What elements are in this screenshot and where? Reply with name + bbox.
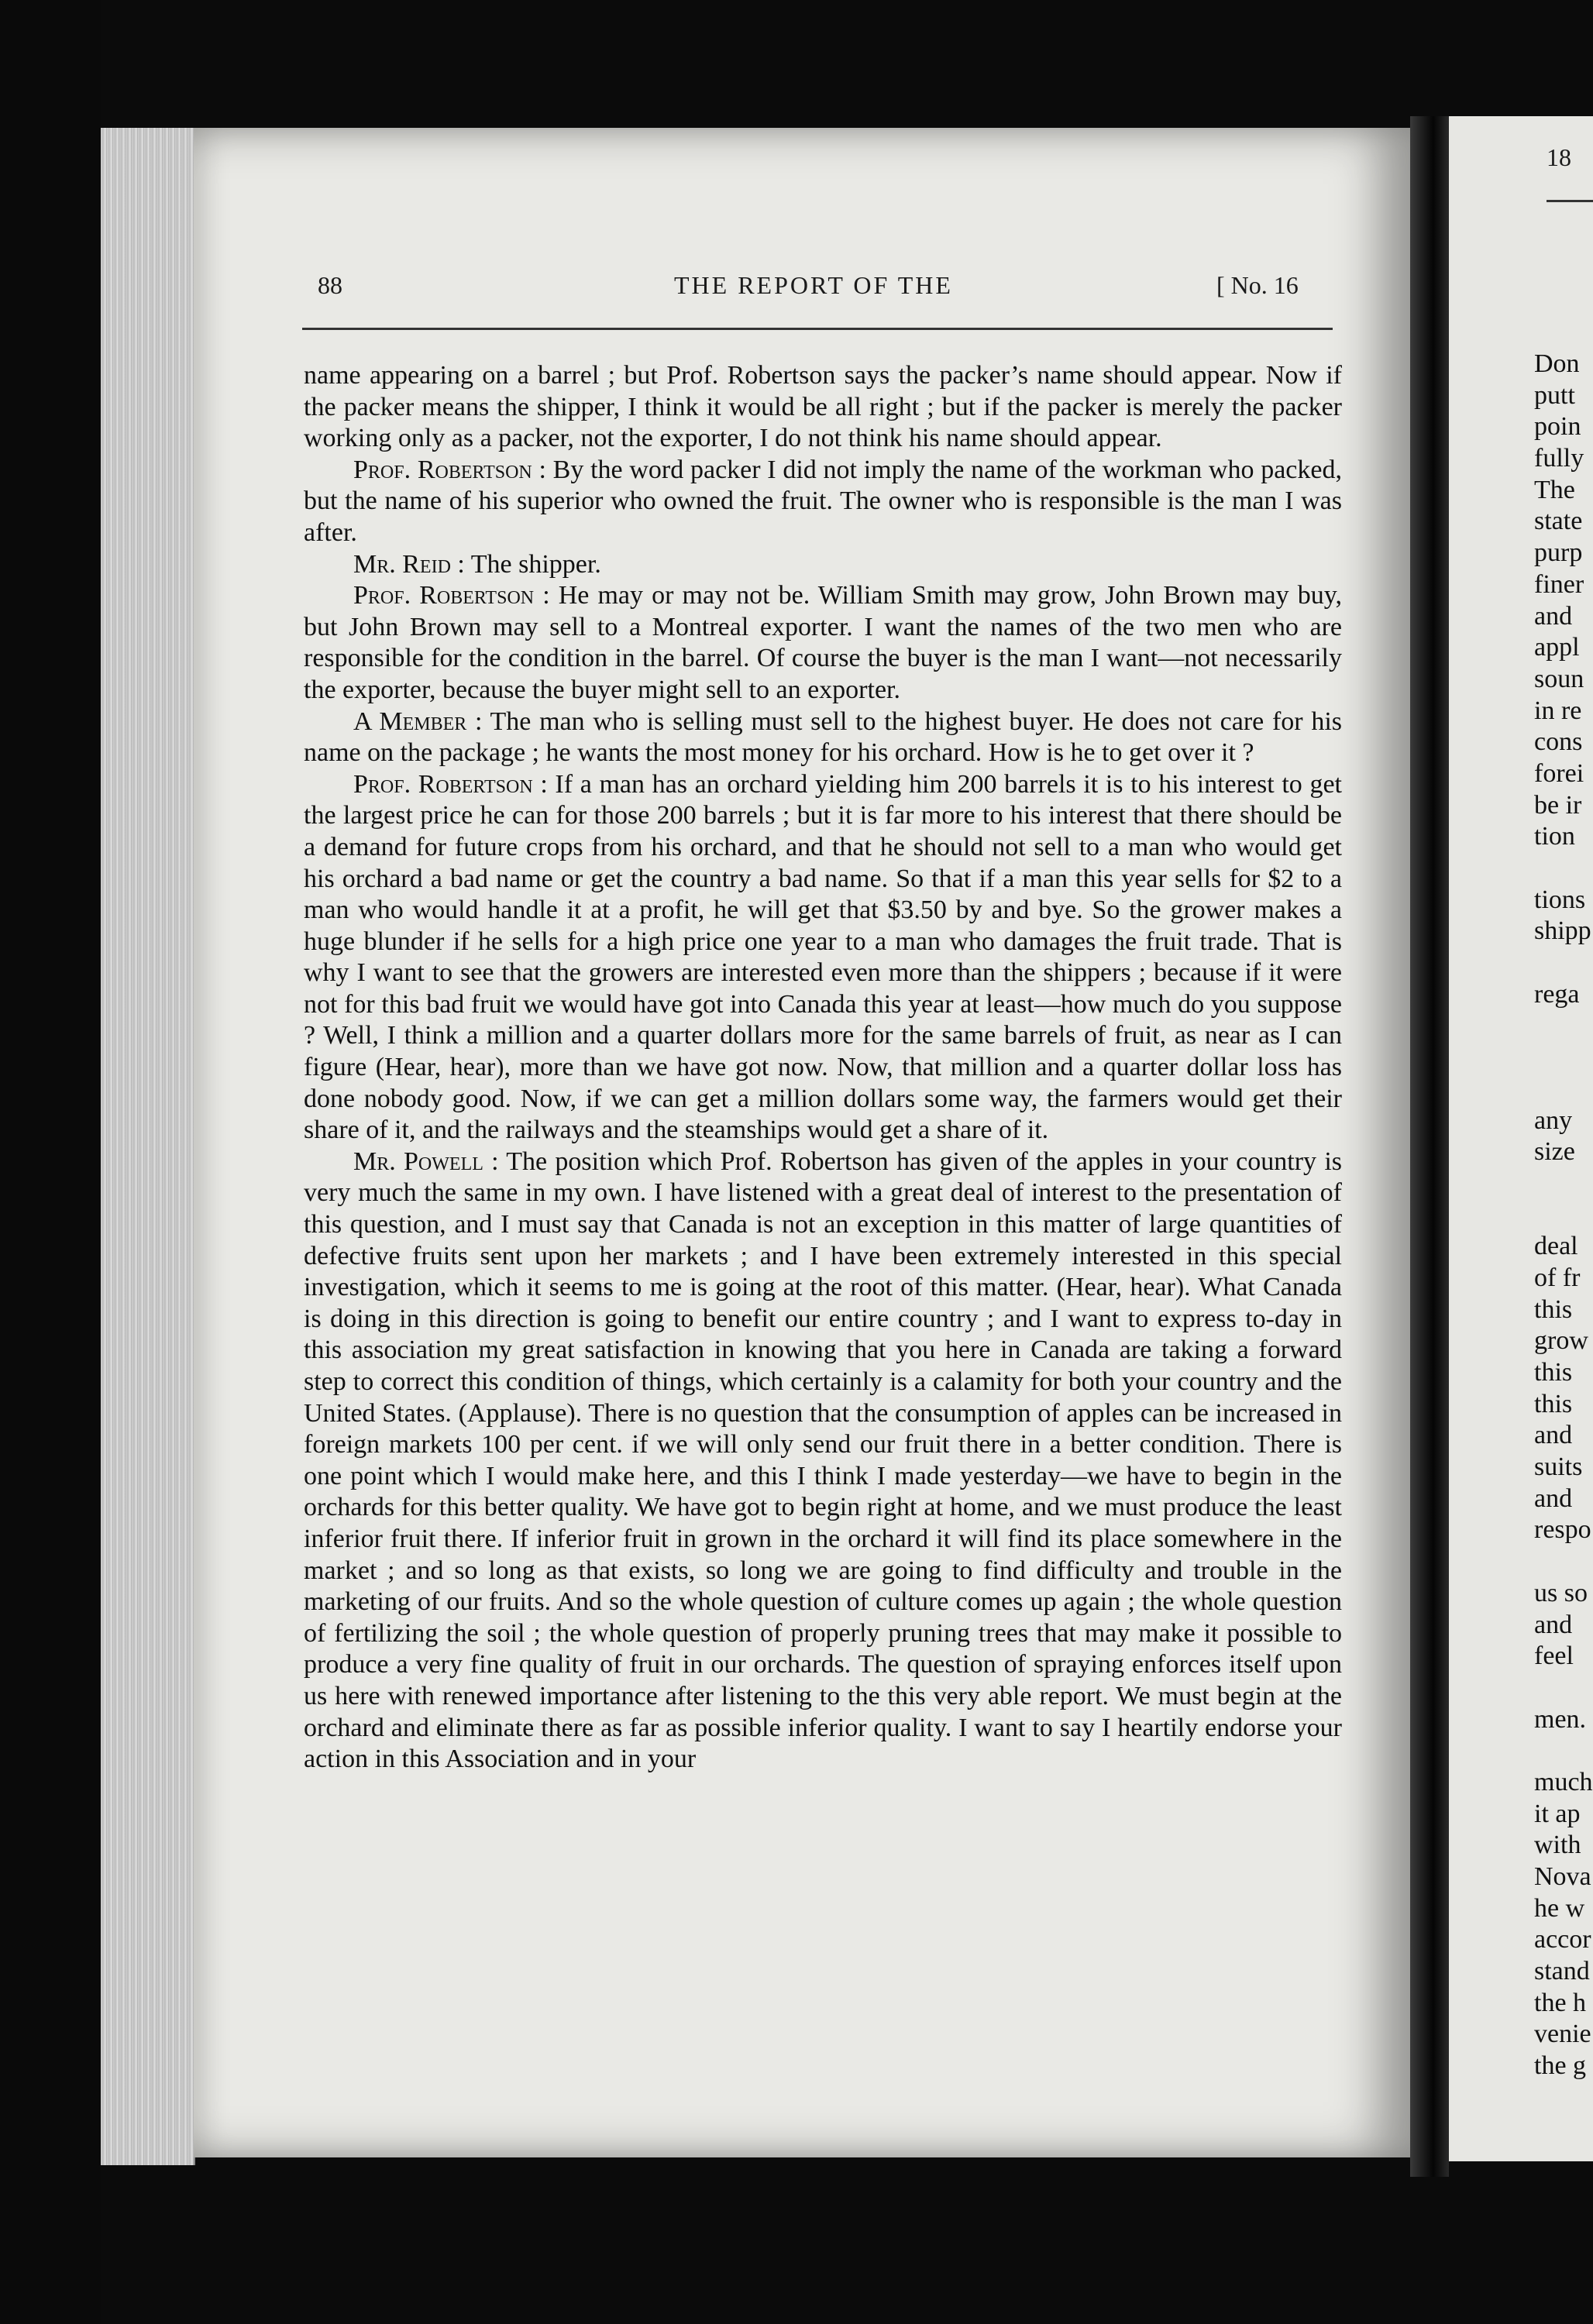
paragraph-text: : The position which Prof. Robertson has given of the apples in your country is very much the same in my own. I have listened with a great deal of interest to the presentation of this question, and I must say that Canada is not an exception in this matter of large quantities of defective fruits sent upon her markets ; and I have been extremely interested in this special investigation, which it seems to me is going at the root of this matter. (Hear, hear). What Canada is doing in this direction is going to benefit our entire country ; and I want to express to-day in this association my great satisfaction in knowing that you here in Canada are taking a forward step to correct this condition of things, which certainly is a calamity for both your country and the United States. (Applause). There is no question that the consumption of apples can be increased in foreign markets 100 per cent. if we will only send our fruit there in a better condition. There is one point which I would make here, and this I think I made yesterday—we have to begin in the orchards for this better quality. We have got to begin right at home, and we must produce the least inferior fruit there. If inferior fruit in grown in the orchard it will find its place somewhere in the market ; and so long as that exists, so long we are going to find difficulty and trouble in the marketing of our fruits. And so the whole question of culture comes up again ; the whole question of fertilizing the soil ; the whole question of properly pruning trees that may make it possible to produce a very fine quality of fruit in our orchards. The question of spraying enforces itself upon us here with renewed importance after listening to the this very able report. We must begin at the orchard and eliminate there as far as possible inferior quality. I want to say I heartily endorse your action in this Association and in your [304,1147,1342,1774]
right-page-line: this [1534,1389,1573,1418]
right-page-line: and [1534,1483,1573,1513]
right-page-line: be ir [1534,790,1582,820]
book-gutter [1410,116,1449,2177]
paragraph [304,706,1342,769]
right-page-line: and [1534,1421,1573,1450]
right-header-rule [1547,200,1593,202]
right-page-line: this [1534,1294,1573,1324]
paragraph-text: : By the word packer I did not imply the name of the workman who packed, but the name of his superior who owned the fruit. The owner who is responsible is the man I was after. [304,455,1342,547]
right-page-line [1534,947,1593,979]
speaker-name: Prof. Robertson [353,769,533,799]
right-page [1449,116,1593,2161]
right-page-line: any [1534,1105,1573,1135]
right-page-line: size [1534,1137,1575,1167]
paragraph [304,360,1342,455]
paragraph-text: name appearing on a barrel ; but Prof. Robertson says the packer’s name should appear. Now if the packer means the shipper, I think it would be all right ; but if the packer is merely the packer working only as a packer, not the exporter, I do not think his name should appear. [304,361,1342,453]
speaker-name: Mr. Powell [353,1147,483,1176]
right-page-line: grow [1534,1326,1588,1356]
right-page-line: the g [1534,2051,1587,2081]
paragraph-text: : If a man has an orchard yielding him 200 barrels it is to his interest to get the largest price he can for those 200 barrels ; but it is far more to his interest that there should be a demand for future crops from his orchard, and that he should not sell to a man who would get his orchard a bad name or get the country a bad name. So that if a man this year sells for $2 to a man who would handle it at a profit, he will get that $3.50 by and bye. So the grower makes a huge blunder if he sells for a high price one year to a man who damages the fruit trade. That is why I want to see that the growers are interested even more than the shippers ; because if it were not for this bad fruit we would have got into Canada this year at least—how much do you suppose ? Well, I think a million and a quarter dollars more for the same barrels of fruit, as near as I can figure (Hear, hear), more than we have got now. Now, that million and a quarter dollar loss has done nobody good. Now, if we can get a million dollars some way, the farmers would get their share of it, and the railways and the steamships would get a share of it. [304,769,1342,1145]
speaker-name: Mr. Reid [353,549,451,579]
right-page-line: tions [1534,885,1586,914]
right-page-line: appl [1534,633,1580,662]
right-page-line: with [1534,1831,1581,1860]
right-page-line [1534,1074,1593,1105]
right-page-line [1534,1546,1593,1578]
page-body-text [304,360,1342,1776]
page-number: 88 [318,271,342,299]
page-stack-edge [101,128,195,2165]
paragraph-text: : He may or may not be. William Smith may grow, John Brown may buy, but John Brown may sell to a Montreal exporter. I want the names of the two men who are responsible for the condition in the barrel. Of course the buyer is the man I want—not necessarily the exporter, because the buyer might sell to an exporter. [304,581,1343,704]
right-page-line: us so [1534,1578,1588,1607]
right-page-line: tion [1534,822,1575,851]
speaker-name: A Member [353,706,467,736]
paragraph [304,1147,1342,1776]
right-page-line: feel [1534,1642,1574,1671]
right-page-line: forei [1534,758,1584,788]
right-page-number: 18 [1547,143,1571,171]
right-page-line [1534,1735,1593,1767]
right-page-line: putt [1534,380,1575,410]
right-page-line: rega [1534,979,1580,1009]
right-page-line: stand [1534,1957,1590,1986]
page-header [318,271,1325,318]
right-page-line [1534,853,1593,885]
right-page-text [1534,349,1593,2082]
right-page-line: and [1534,601,1573,631]
paragraph [304,455,1342,549]
header-rule [302,328,1333,330]
paragraph-text: : The man who is selling must sell to the highest buyer. He does not care for his name on the package ; he wants the most money for his orchard. How is he to get over it ? [304,706,1342,768]
right-page-line: and [1534,1610,1573,1639]
right-page-line: soun [1534,664,1584,693]
paragraph-text: : The shipper. [450,549,601,579]
speaker-name: Prof. Robertson [353,581,535,610]
right-page-line: deal [1534,1232,1578,1261]
right-page-line: finer [1534,569,1584,599]
right-page-line: suits [1534,1452,1583,1482]
right-page-line: accor [1534,1925,1591,1954]
right-page-line: shipp [1534,916,1591,946]
issue-number: [ No. 16 [1216,271,1299,299]
left-page [194,128,1410,2157]
right-page-line: Nova [1534,1862,1591,1891]
right-page-line: he w [1534,1893,1585,1923]
right-page-line: Don [1534,349,1580,378]
right-page-line: poin [1534,412,1581,442]
right-page-line [1534,1042,1593,1074]
paragraph [304,580,1342,706]
right-page-line: the h [1534,1988,1587,2017]
right-page-line [1534,1168,1593,1200]
right-page-line: this [1534,1358,1573,1387]
right-page-line: The [1534,475,1575,504]
right-page-line: cons [1534,727,1583,757]
right-page-line [1534,1200,1593,1232]
running-title: THE REPORT OF THE [674,271,953,299]
right-page-line: state [1534,507,1583,536]
right-page-line [1534,1673,1593,1704]
right-page-line: men. [1534,1704,1587,1734]
right-page-line: venie [1534,2020,1591,2049]
paragraph [304,549,1342,581]
right-page-line: much [1534,1767,1593,1796]
right-page-line: purp [1534,538,1583,568]
right-page-line [1534,1010,1593,1042]
right-page-line: in re [1534,696,1582,725]
right-page-line: fully [1534,444,1584,473]
right-page-line: of fr [1534,1263,1581,1292]
right-page-line: it ap [1534,1799,1581,1828]
paragraph [304,769,1342,1147]
book-left-edge [0,0,101,2324]
right-page-line: respo [1534,1515,1591,1545]
speaker-name: Prof. Robertson [353,455,532,484]
